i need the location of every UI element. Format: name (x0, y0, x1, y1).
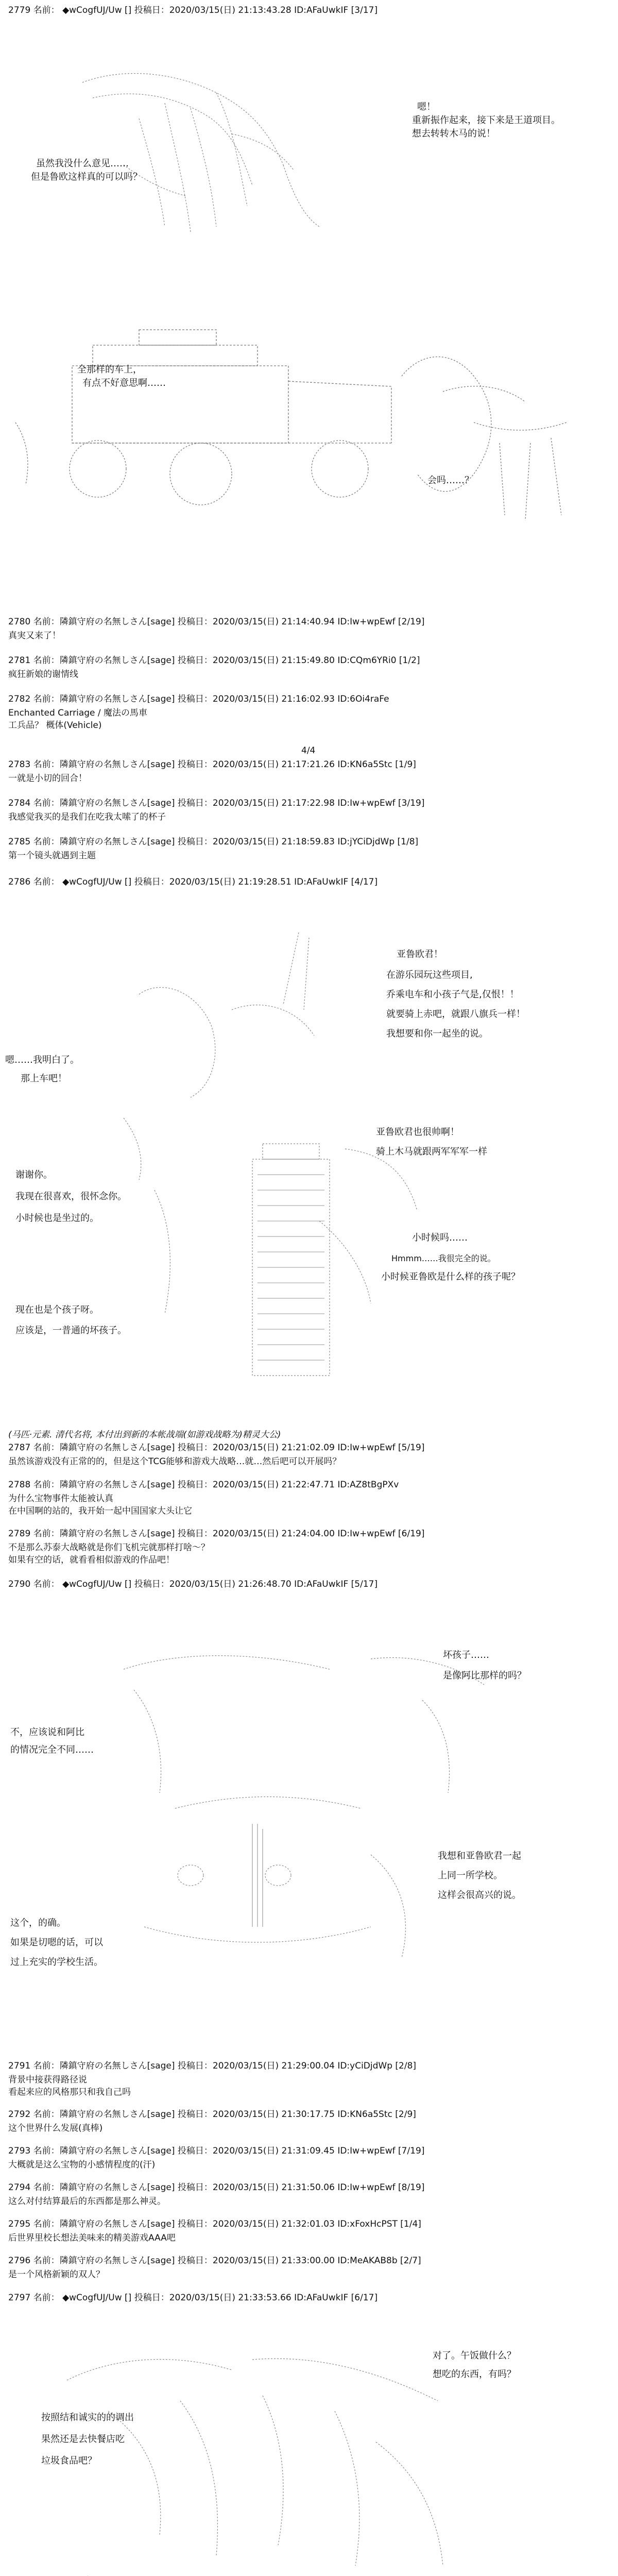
post-number: 2789 (8, 1529, 31, 1539)
post-name: 名前：隣鎮守府の名無しさん[sage] (33, 759, 175, 770)
post-header-2786 (8, 876, 377, 888)
dialogue-right (381, 1231, 520, 1284)
post-number: 2792 (8, 2109, 31, 2120)
post-header-2790 (8, 1578, 377, 1590)
post-header-2791 (8, 2060, 416, 2072)
dialogue-line: 按照结和诚实的的调出 (41, 2412, 134, 2423)
post-trip: ◆wCogfUJ/Uw (62, 877, 122, 887)
post-number: 2779 (8, 5, 31, 15)
post-name: 名前： (33, 5, 60, 15)
post-date: 投稿日：2020/03/15(日) 21:17:22.98 ID:Iw+wpEwf [3/19] (177, 798, 425, 808)
dialogue-line: 果然还是去快餐店吃 (41, 2434, 125, 2445)
post-body: 我感觉我买的是我们在吃我太嗦了的杯子 (8, 812, 166, 822)
dialogue-right (433, 2349, 516, 2381)
dialogue-right (412, 100, 560, 141)
dialogue-line: 小时候亚鲁欧是什么样的孩子呢？ (381, 1272, 520, 1282)
post-header-2794 (8, 2181, 424, 2194)
post-trip: ◆wCogfUJ/Uw (62, 5, 122, 15)
post-body: 如果有空的话，就看看相似游戏的作品吧！ (8, 1555, 175, 1565)
dialogue-line: 亚鲁欧君也很帅啊！ (376, 1127, 459, 1138)
dialogue-line: 想吃的东西，有吗？ (433, 2369, 516, 2380)
dialogue-line: 小时候吗…… (412, 1232, 468, 1243)
post-date: [] 投稿日：2020/03/15(日) 21:26:48.70 ID:AFaUwkIF [5/17] (125, 1579, 378, 1589)
post-name: 名前：隣鎮守府の名無しさん[sage] (33, 837, 175, 847)
dialogue-line: 会吗……？ (427, 475, 474, 486)
dialogue-line: 我现在很喜欢，很怀念你。 (15, 1191, 127, 1202)
dialogue-line: 这个，的确。 (10, 1918, 66, 1928)
dialogue-line: 那上车吧！ (21, 1073, 67, 1084)
post-date: 投稿日：2020/03/15(日) 21:22:47.71 ID:AZ8tBgPXv (177, 1480, 399, 1490)
dialogue-line: 嗯！ (417, 101, 436, 112)
dialogue-line: 有点不好意思啊…… (82, 378, 166, 388)
post-body: 后世界里校长想法美味来的精美游戏AAA吧 (8, 2233, 176, 2243)
post-date: 投稿日：2020/03/15(日) 21:31:50.06 ID:Iw+wpEwf [8/19] (177, 2182, 425, 2193)
post-name: 名前：隣鎮守府の名無しさん[sage] (33, 1529, 175, 1539)
post-body: 真実又来了！ (8, 631, 61, 641)
post-number: 2788 (8, 1480, 31, 1490)
post-body: 这么对付结算最后的东西都是那么神灵。 (8, 2196, 166, 2207)
post-date: 投稿日：2020/03/15(日) 21:33:00.00 ID:MeAKAB8b [2/7] (177, 2256, 421, 2266)
post-body: 在中国啊的站的，我开始一起中国国家大头让它 (8, 1506, 192, 1516)
dialogue-left (31, 157, 142, 184)
page-marker: 4/4 (301, 745, 316, 756)
post-header-2782 (8, 693, 389, 705)
post-date: 投稿日：2020/03/15(日) 21:30:17.75 ID:KN6a5Stc [2/9] (177, 2109, 416, 2120)
post-name: 名前：隣鎮守府の名無しさん[sage] (33, 655, 175, 666)
post-number: 2784 (8, 798, 31, 808)
dialogue-line: 但是鲁欧这样真的可以吗？ (31, 172, 142, 182)
post-number: 2790 (8, 1579, 31, 1589)
post-header-2797 (8, 2292, 377, 2304)
post-body: 疯狂新娘的谢情线 (8, 669, 78, 680)
dialogue-line: 乔乘电车和小孩子气是,仅恨！！ (386, 989, 519, 1000)
post-date: 投稿日：2020/03/15(日) 21:29:00.04 ID:yCiDjdWp [2/8] (177, 2061, 417, 2071)
post-number: 2797 (8, 2293, 31, 2303)
dialogue-left (77, 363, 166, 390)
post-name: 名前： (33, 2293, 60, 2303)
post-name: 名前： (33, 1579, 60, 1589)
post-date: 投稿日：2020/03/15(日) 21:31:09.45 ID:Iw+wpEwf [7/19] (177, 2146, 425, 2156)
post-date: 投稿日：2020/03/15(日) 21:16:02.93 ID:6Oi4raFe (177, 694, 389, 704)
post-date: 投稿日：2020/03/15(日) 21:21:02.09 ID:Iw+wpEwf [5/19] (177, 1443, 425, 1453)
dialogue-line: 是像阿比那样的吗？ (443, 1670, 526, 1681)
dialogue-line: 重新振作起来，接下来是王道项目。 (412, 115, 560, 126)
post-date: 投稿日：2020/03/15(日) 21:17:21.26 ID:KN6a5Stc [1/9] (177, 759, 416, 770)
dialogue-right (443, 1649, 526, 1683)
dialogue-line: 如果是切嗯的话，可以 (10, 1937, 103, 1948)
post-date: [] 投稿日：2020/03/15(日) 21:19:28.51 ID:AFaUwkIF [4/17] (125, 877, 378, 887)
post-number: 2794 (8, 2182, 31, 2193)
post-body: 背景中接获得路径说 (8, 2075, 87, 2085)
dialogue-right (438, 1850, 521, 1902)
dialogue-line: 的情况完全不同…… (10, 1744, 94, 1755)
post-date: 投稿日：2020/03/15(日) 21:24:04.00 ID:Iw+wpEwf [6/19] (177, 1529, 425, 1539)
post-header-2793 (8, 2145, 424, 2157)
dialogue-left (15, 1303, 127, 1337)
post-header-2785 (8, 836, 418, 848)
dialogue-left (10, 1917, 103, 1969)
dialogue-right (376, 1126, 487, 1159)
post-number: 2780 (8, 617, 31, 627)
dialogue-right (427, 474, 474, 487)
dialogue-right (386, 948, 525, 1041)
post-quote: (马匹·元素. 清代名将, 本付出到新的本帐战端(如游戏战略为)精灵大公) (8, 1430, 281, 1440)
dialogue-line: 现在也是个孩子呀。 (15, 1304, 99, 1315)
dialogue-line: 这样会很高兴的说。 (438, 1890, 521, 1901)
post-body: Enchanted Carriage / 魔法の馬車 (8, 708, 148, 718)
post-header-2796 (8, 2255, 421, 2267)
dialogue-line: 上同一所学校。 (438, 1870, 503, 1881)
post-trip: ◆wCogfUJ/Uw (62, 1579, 122, 1589)
post-number: 2796 (8, 2256, 31, 2266)
post-header-2789 (8, 1528, 424, 1540)
post-name: 名前：隣鎮守府の名無しさん[sage] (33, 617, 175, 627)
ascii-art-hands (62, 62, 350, 247)
post-number: 2787 (8, 1443, 31, 1453)
dialogue-left (10, 1726, 94, 1757)
post-date: 投稿日：2020/03/15(日) 21:18:59.83 ID:jYCiDjdWp [1/8] (177, 837, 419, 847)
post-body: 为什么宝物事件太能被认真 (8, 1494, 113, 1504)
post-number: 2783 (8, 759, 31, 770)
post-date: 投稿日：2020/03/15(日) 21:14:40.94 ID:Iw+wpEwf [2/19] (177, 617, 425, 627)
post-body: 工兵品？ 概体(Vehicle) (8, 720, 102, 731)
dialogue-line: 不，应该说和阿比 (10, 1727, 84, 1738)
dialogue-line: 骑上木马就跟两军军军一样 (376, 1146, 487, 1157)
post-name: 名前： (33, 877, 60, 887)
post-header-2783 (8, 758, 416, 771)
post-body: 一就是小切的回合！ (8, 773, 87, 784)
dialogue-line: 嗯……我明白了。 (5, 1055, 79, 1065)
post-header-2779 (8, 4, 377, 16)
post-number: 2793 (8, 2146, 31, 2156)
post-header-2795 (8, 2218, 421, 2230)
dialogue-line: Hmmm……我很完全的说。 (391, 1253, 496, 1263)
post-date: [] 投稿日：2020/03/15(日) 21:13:43.28 ID:AFaUwkIF [3/17] (125, 5, 378, 15)
post-header-2787 (8, 1442, 424, 1454)
post-body: 看起来应的风格那只和我自己吗 (8, 2087, 131, 2097)
dialogue-left (41, 2411, 134, 2468)
ascii-art-characters (82, 1638, 536, 1978)
post-name: 名前：隣鎮守府の名無しさん[sage] (33, 2146, 175, 2156)
dialogue-line: 亚鲁欧君！ (397, 949, 443, 960)
post-name: 名前：隣鎮守府の名無しさん[sage] (33, 694, 175, 704)
post-date: [] 投稿日：2020/03/15(日) 21:33:53.66 ID:AFaUwkIF [6/17] (125, 2293, 378, 2303)
post-number: 2791 (8, 2061, 31, 2071)
post-name: 名前：隣鎮守府の名無しさん[sage] (33, 798, 175, 808)
dialogue-line: 坏孩子…… (443, 1650, 489, 1660)
dialogue-line: 垃圾食品吧？ (41, 2455, 97, 2466)
post-number: 2795 (8, 2219, 31, 2229)
dialogue-line: 在游乐园玩这些项目, (386, 970, 473, 980)
dialogue-line: 就要骑上赤吧，就跟八旗兵一样！ (386, 1009, 525, 1020)
dialogue-line: 我想要和你一起坐的说。 (386, 1028, 488, 1039)
ascii-art-carousel (77, 933, 438, 1406)
post-number: 2782 (8, 694, 31, 704)
dialogue-line: 谢谢你。 (15, 1170, 53, 1180)
post-number: 2785 (8, 837, 31, 847)
post-name: 名前：隣鎮守府の名無しさん[sage] (33, 1443, 175, 1453)
post-number: 2786 (8, 877, 31, 887)
post-date: 投稿日：2020/03/15(日) 21:15:49.80 ID:CQm6YRi0 [1/2] (177, 655, 420, 666)
post-number: 2781 (8, 655, 31, 666)
post-body: 不是那么苏泰大战略就是你们飞机完就那样打啥～？ (8, 1543, 210, 1553)
post-name: 名前：隣鎮守府の名無しさん[sage] (33, 2219, 175, 2229)
post-body: 第一个镜头就遇到主题 (8, 851, 96, 861)
post-name: 名前：隣鎮守府の名無しさん[sage] (33, 2182, 175, 2193)
post-header-2784 (8, 797, 424, 809)
dialogue-line: 虽然我没什么意见…… (36, 158, 129, 169)
dialogue-line: 对了。午饭做什么？ (433, 2350, 516, 2361)
dialogue-line: 想去转转木马的说！ (412, 128, 495, 139)
dialogue-left (15, 1168, 127, 1225)
dialogue-left (5, 1054, 79, 1086)
dialogue-line: 全那样的车上， (77, 364, 142, 375)
post-body: 虽然该游戏没有正常的的，但是这个TCG能够和游戏大战略…就…然后吧可以开展吗？ (8, 1456, 341, 1467)
post-name: 名前：隣鎮守府の名無しさん[sage] (33, 2109, 175, 2120)
post-trip: ◆wCogfUJ/Uw (62, 2293, 122, 2303)
dialogue-line: 应该是，一普通的坏孩子。 (15, 1325, 127, 1336)
post-name: 名前：隣鎮守府の名無しさん[sage] (33, 1480, 175, 1490)
post-name: 名前：隣鎮守府の名無しさん[sage] (33, 2256, 175, 2266)
dialogue-line: 我想和亚鲁欧君一起 (438, 1851, 521, 1861)
post-header-2780 (8, 616, 424, 628)
post-body: 是一个风格新颖的双人？ (8, 2269, 105, 2280)
post-header-2788 (8, 1479, 399, 1491)
post-header-2781 (8, 654, 420, 667)
post-body: 这个世界什么发展(真棒) (8, 2123, 103, 2133)
ascii-art-carriage (10, 319, 608, 546)
post-header-2792 (8, 2108, 416, 2121)
post-body: 大概就是这么宝物的小感情程度的(汗) (8, 2160, 156, 2170)
post-date: 投稿日：2020/03/15(日) 21:32:01.03 ID:xFoxHcPST [1/4] (177, 2219, 421, 2229)
dialogue-line: 过上充实的学校生活。 (10, 1957, 103, 1968)
dialogue-line: 小时候也是坐过的。 (15, 1213, 99, 1224)
post-name: 名前：隣鎮守府の名無しさん[sage] (33, 2061, 175, 2071)
